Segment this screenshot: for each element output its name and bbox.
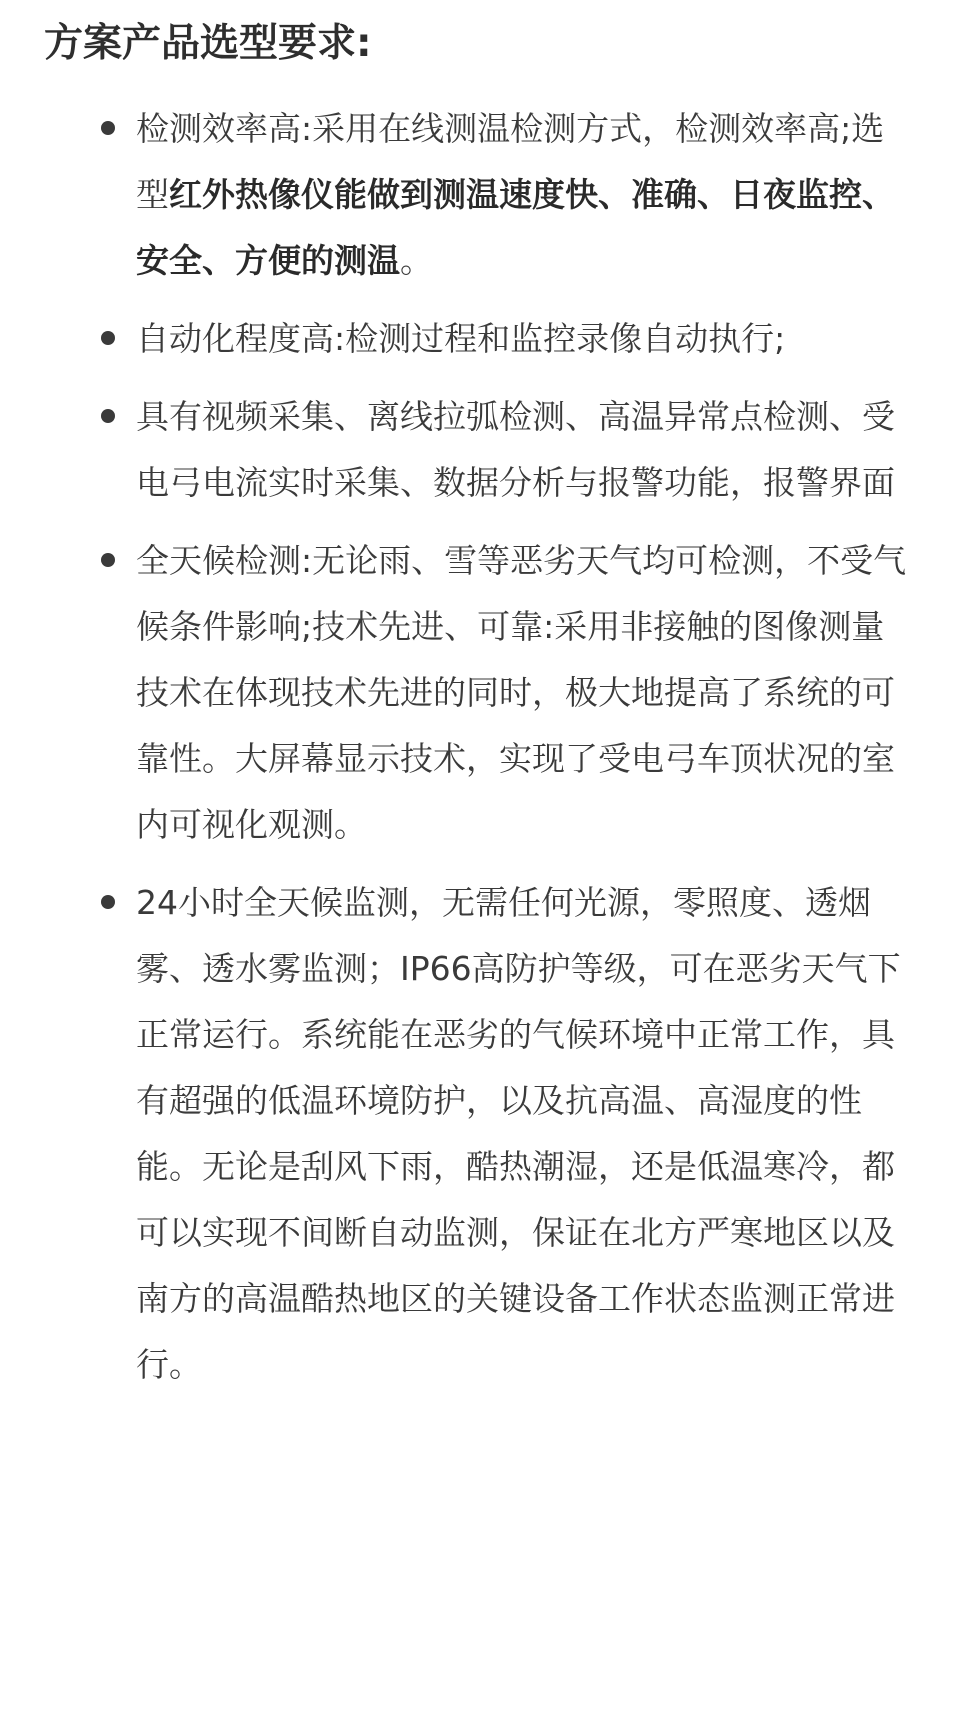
list-item xyxy=(0,96,964,294)
item-text: 24小时全天候监测，无需任何光源，零照度、透烟雾、透水雾监测；IP66高防护等级，可在恶劣天气下正常运行。系统能在恶劣的气候环境中正常工作，具有超强的低温环境防护，以及抗高温、高湿度的性能。无论是刮风下雨，酷热潮湿，还是低温寒冷，都可以实现不间断自动监测，保证在北方严寒地区以及南方的高温酷热地区的关键设备工作状态监测正常进行。 xyxy=(136,883,901,1384)
list-item xyxy=(0,870,964,1398)
item-text-end: 。 xyxy=(400,241,433,280)
bullet-icon xyxy=(101,331,115,345)
bullet-icon xyxy=(101,409,115,423)
item-text: 具有视频采集、离线拉弧检测、高温异常点检测、受电弓电流实时采集、数据分析与报警功能，报警界面 xyxy=(136,397,895,502)
item-text-bold: 红外热像仪能做到测温速度快、准确、日夜监控、安全、方便的测温 xyxy=(136,175,895,280)
bullet-icon xyxy=(101,121,115,135)
item-text: 全天候检测:无论雨、雪等恶劣天气均可检测，不受气候条件影响;技术先进、可靠:采用非接触的图像测量技术在体现技术先进的同时，极大地提高了系统的可靠性。大屏幕显示技术，实现了受电弓车顶状况的室内可视化观测。 xyxy=(136,541,907,844)
list-item xyxy=(0,306,964,372)
section-heading: 方案产品选型要求: xyxy=(44,21,372,66)
list-item xyxy=(0,384,964,516)
bullet-icon xyxy=(101,895,115,909)
bullet-icon xyxy=(101,553,115,567)
item-text: 检测效率高:采用在线测温检测方式，检测效率高;选型 xyxy=(136,109,885,214)
requirements-list xyxy=(0,96,964,1410)
item-text: 自动化程度高:检测过程和监控录像自动执行; xyxy=(136,319,786,358)
list-item xyxy=(0,528,964,858)
